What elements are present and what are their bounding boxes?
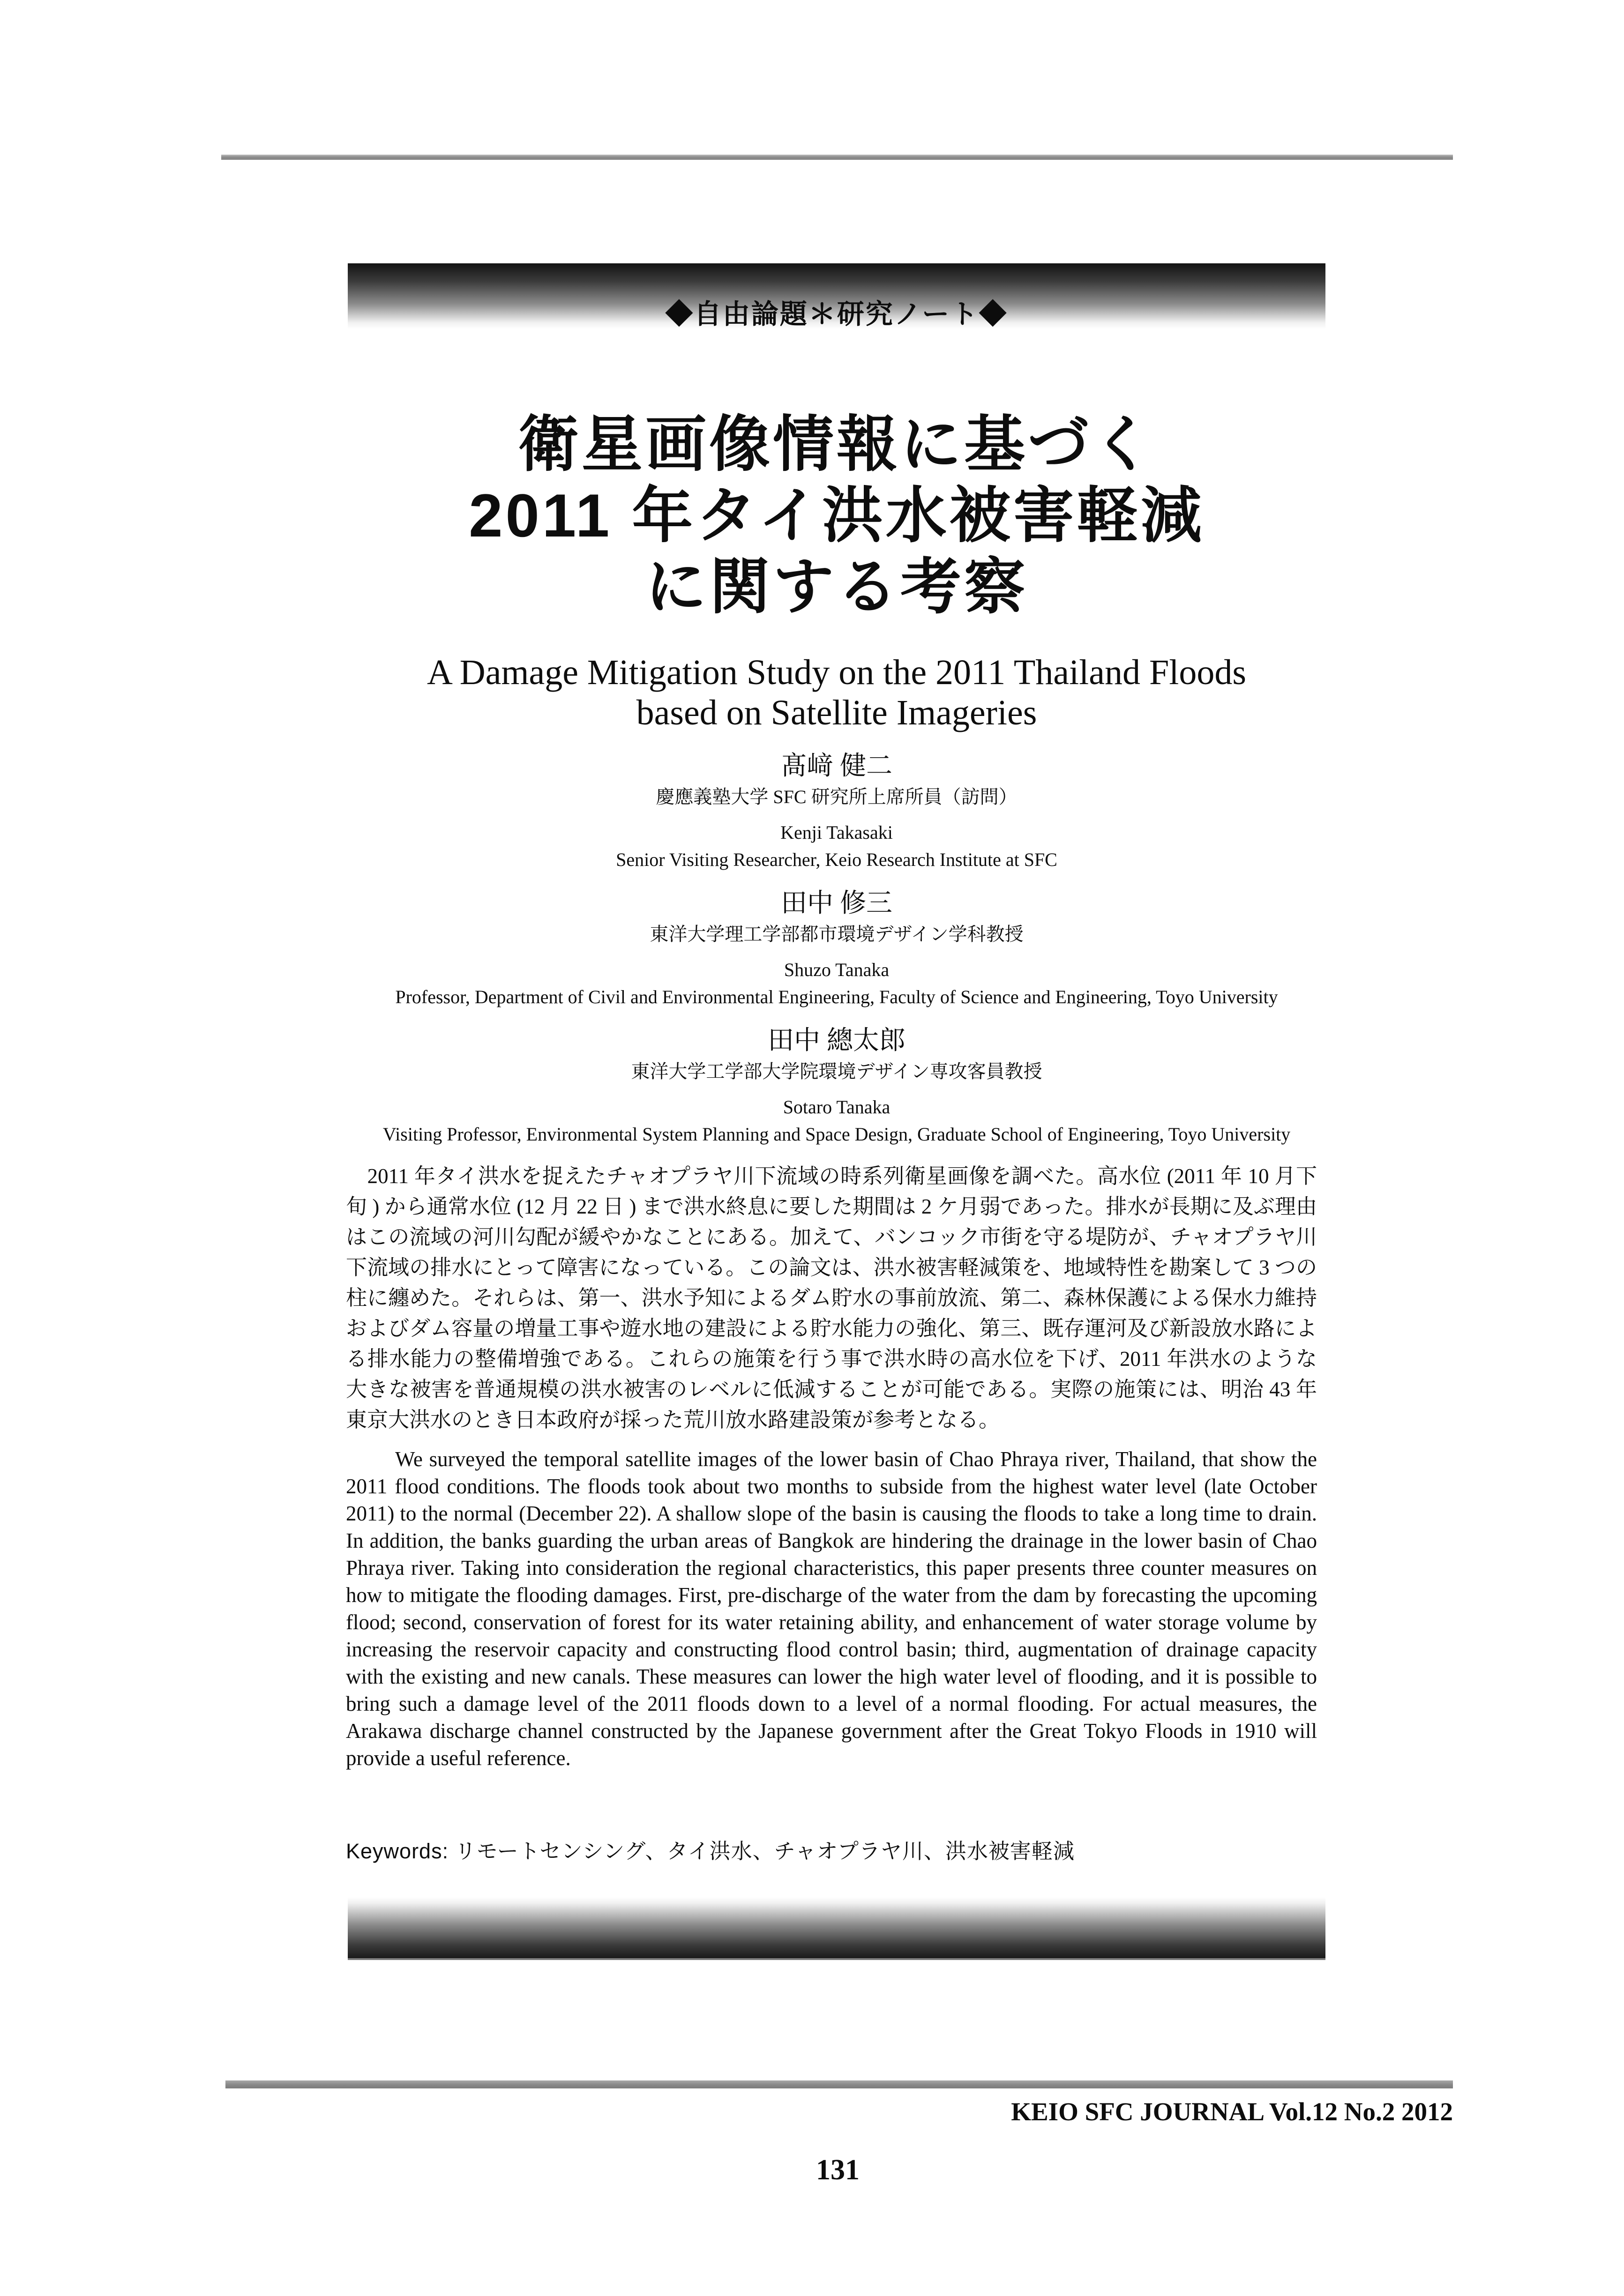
author-3-affiliation-japanese: 東洋大学工学部大学院環境デザイン専攻客員教授 [631,1061,1042,1082]
keywords-label: Keywords: [346,1839,455,1863]
page-number: 131 [816,2154,860,2186]
article-title-english [49,652,1624,733]
keywords-line [346,1838,1317,1865]
author-1-name-english: Kenji Takasaki [780,822,893,843]
author-1-affiliation-japanese: 慶應義塾大学 SFC 研究所上席所員（訪問） [656,786,1018,807]
category-banner-text: ◆自由論題＊研究ノート◆ [665,299,1008,329]
footer-horizontal-rule [225,2080,1453,2088]
author-2-name-english: Shuzo Tanaka [784,959,890,980]
title-en-line-1: A Damage Mitigation Study on the 2011 Thailand Floods [427,653,1246,692]
author-block-3 [49,1024,1624,1146]
title-en-line-2: based on Satellite Imageries [636,693,1037,732]
top-horizontal-rule [221,155,1453,160]
footer-gradient-band [348,1897,1325,1960]
author-1-name-japanese: 髙﨑 健二 [781,752,892,781]
author-2-affiliation-english: Professor, Department of Civil and Environmental Engineering, Faculty of Science and Engineering, Toyo University [395,986,1278,1007]
journal-volume-line: KEIO SFC JOURNAL Vol.12 No.2 2012 [1011,2097,1453,2126]
author-block-2 [49,887,1624,1009]
author-1-affiliation-english: Senior Visiting Researcher, Keio Research Institute at SFC [616,849,1057,870]
author-3-affiliation-english: Visiting Professor, Environmental System Planning and Space Design, Graduate School of Engineering, Toyo University [382,1124,1291,1145]
article-title-japanese [49,409,1624,622]
author-2-affiliation-japanese: 東洋大学理工学部都市環境デザイン学科教授 [650,924,1024,945]
title-ja-line-2: 2011 年タイ洪水被害軽減 [469,481,1205,550]
title-ja-line-1: 衛星画像情報に基づく [517,410,1155,478]
author-2-name-japanese: 田中 修三 [781,889,892,918]
keywords-text: リモートセンシング、タイ洪水、チャオプラヤ川、洪水被害軽減 [455,1839,1075,1863]
abstract-english: We surveyed the temporal satellite images of the lower basin of Chao Phraya river, Thailand, that show the 2011 flood conditions. The floods took about two months to subside from the highest water level (late October 2011) to the normal (December 22). A shallow slope of the basin is causing the floods to take a long time to drain. In addition, the banks guarding the urban areas of Bangkok are hindering the drainage in the lower basin of Chao Phraya river. Taking into consideration the regional characteristics, this paper presents three counter measures on how to mitigate the flooding damages. First, pre-discharge of the water from the dam by forecasting the upcoming flood; second, conservation of forest for its water retaining ability, and enhancement of water storage volume by increasing the reservoir capacity and constructing flood control basin; third, augmentation of drainage capacity with the existing and new canals. These measures can lower the high water level of flooding, and it is possible to bring such a damage level of the 2011 floods down to a level of a normal flooding. For actual measures, the Arakawa discharge channel constructed by the Japanese government after the Great Tokyo Floods in 1910 will provide a useful reference. [346,1447,1317,1770]
author-3-name-japanese: 田中 總太郎 [768,1026,906,1055]
title-ja-line-3: に関する考察 [645,552,1028,621]
author-3-name-english: Sotaro Tanaka [783,1096,891,1118]
author-block-1 [49,750,1624,872]
category-banner-band [348,263,1325,329]
abstract-japanese: 2011 年タイ洪水を捉えたチャオプラヤ川下流域の時系列衛星画像を調べた。高水位 (2011 年 10 月下旬 ) から通常水位 (12 月 22 日 ) まで洪水終息に要した期間は 2 ケ月弱であった。排水が長期に及ぶ理由はこの流域の河川勾配が緩やかなことにある。加えて、バンコック市街を守る堤防が、チャオプラヤ川下流域の排水にとって障害になっている。この論文は、洪水被害軽減策を、地域特性を勘案して 3 つの柱に纏めた。それらは、第一、洪水予知によるダム貯水の事前放流、第二、森林保護による保水力維持およびダム容量の増量工事や遊水地の建設による貯水能力の強化、第三、既存運河及び新設放水路による排水能力の整備増強である。これらの施策を行う事で洪水時の高水位を下げ、2011 年洪水のような大きな被害を普通規模の洪水被害のレベルに低減することが可能である。実際の施策には、明治 43 年東京大洪水のとき日本政府が採った荒川放水路建設策が参考となる。 [346,1164,1317,1431]
